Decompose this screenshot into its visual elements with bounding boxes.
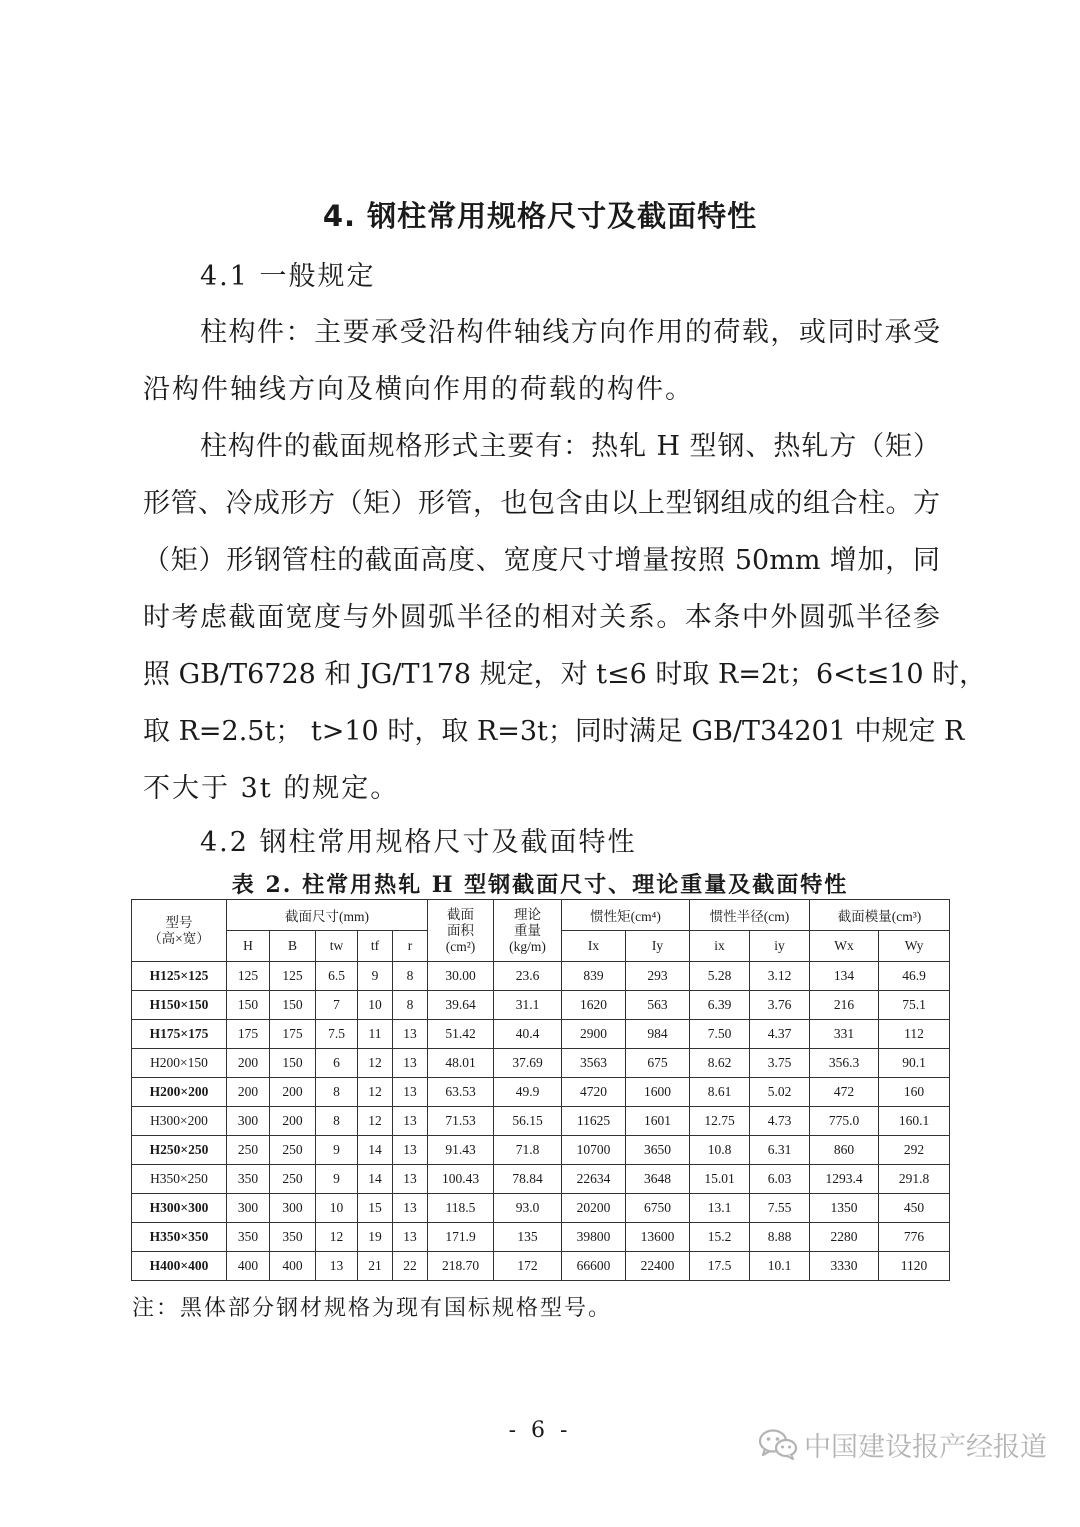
table-cell: 20200: [562, 1194, 626, 1223]
table-cell: 22400: [626, 1252, 690, 1281]
table-row: [132, 991, 950, 1020]
table-row: [132, 1136, 950, 1165]
table-cell: 7.50: [690, 1020, 750, 1049]
subheader-tf: tf: [358, 931, 393, 962]
table-row: [132, 1252, 950, 1281]
table-cell: 8.62: [690, 1049, 750, 1078]
watermark: [758, 1424, 1047, 1464]
table-cell: 6.39: [690, 991, 750, 1020]
header-weight-line: 重量: [514, 922, 541, 938]
table-cell: 22634: [562, 1165, 626, 1194]
table-cell: 48.01: [428, 1049, 494, 1078]
table-cell: 200: [227, 1049, 270, 1078]
table-cell: 8: [316, 1078, 358, 1107]
table-cell: 8.88: [750, 1223, 810, 1252]
table-caption: 表 2. 柱常用热轧 H 型钢截面尺寸、理论重量及截面特性: [231, 872, 849, 898]
table-cell: 3330: [810, 1252, 879, 1281]
table-cell: 4.73: [750, 1107, 810, 1136]
table-cell: 1620: [562, 991, 626, 1020]
table-cell: 8.61: [690, 1078, 750, 1107]
table-cell: 15: [358, 1194, 393, 1223]
subheader-iy-upper: Iy: [626, 931, 690, 962]
table-cell: 12: [358, 1049, 393, 1078]
table-cell: 5.28: [690, 962, 750, 991]
header-weight-line: (kg/m): [509, 938, 546, 954]
header-weight-line: 理论: [514, 906, 541, 922]
cell-model: H350×250: [132, 1165, 227, 1194]
table-cell: 12.75: [690, 1107, 750, 1136]
table-cell: 300: [227, 1194, 270, 1223]
table-cell: 9: [316, 1165, 358, 1194]
table-cell: 6.03: [750, 1165, 810, 1194]
table-cell: 3.12: [750, 962, 810, 991]
paragraph-line: （矩）形钢管柱的截面高度、宽度尺寸增量按照 50mm 增加，同: [143, 545, 940, 576]
header-model-line: 型号: [165, 914, 193, 930]
table-cell: 13: [316, 1252, 358, 1281]
table-cell: 37.69: [494, 1049, 562, 1078]
watermark-text: 中国建设报产经报道: [804, 1431, 1047, 1463]
table-cell: 150: [270, 991, 316, 1020]
table-cell: 90.1: [879, 1049, 950, 1078]
table-cell: 291.8: [879, 1165, 950, 1194]
table-cell: 2280: [810, 1223, 879, 1252]
subheader-wy: Wy: [879, 931, 950, 962]
table-cell: 39.64: [428, 991, 494, 1020]
cell-model: H175×175: [132, 1020, 227, 1049]
table-cell: 134: [810, 962, 879, 991]
table-cell: 14: [358, 1136, 393, 1165]
table-cell: 1350: [810, 1194, 879, 1223]
header-area-line: 截面: [447, 906, 474, 922]
table-cell: 860: [810, 1136, 879, 1165]
table-cell: 39800: [562, 1223, 626, 1252]
table-cell: 19: [358, 1223, 393, 1252]
table-cell: 11625: [562, 1107, 626, 1136]
subheader-h: H: [227, 931, 270, 962]
header-modulus: 截面模量(cm³): [810, 900, 950, 931]
table-cell: 3648: [626, 1165, 690, 1194]
page-heading: 4. 钢柱常用规格尺寸及截面特性: [322, 199, 758, 233]
cell-model: H300×300: [132, 1194, 227, 1223]
table-cell: 218.70: [428, 1252, 494, 1281]
table-cell: 135: [494, 1223, 562, 1252]
table-cell: 31.1: [494, 991, 562, 1020]
table-cell: 13.1: [690, 1194, 750, 1223]
cell-model: H400×400: [132, 1252, 227, 1281]
table-cell: 7: [316, 991, 358, 1020]
table-cell: 8: [316, 1107, 358, 1136]
subheader-ix-upper: Ix: [562, 931, 626, 962]
table-cell: 200: [270, 1107, 316, 1136]
table-cell: 175: [270, 1020, 316, 1049]
table-cell: 14: [358, 1165, 393, 1194]
table-cell: 776: [879, 1223, 950, 1252]
table-cell: 160.1: [879, 1107, 950, 1136]
table-cell: 4.37: [750, 1020, 810, 1049]
section-heading-4-1: 4.1 一般规定: [200, 261, 376, 292]
subheader-wx: Wx: [810, 931, 879, 962]
table-cell: 71.53: [428, 1107, 494, 1136]
table-cell: 10.8: [690, 1136, 750, 1165]
table-cell: 4720: [562, 1078, 626, 1107]
table-cell: 1601: [626, 1107, 690, 1136]
table-cell: 46.9: [879, 962, 950, 991]
table-cell: 300: [270, 1194, 316, 1223]
table-cell: 3.76: [750, 991, 810, 1020]
table-cell: 150: [227, 991, 270, 1020]
cell-model: H250×250: [132, 1136, 227, 1165]
table-cell: 1600: [626, 1078, 690, 1107]
paragraph-line: 柱构件：主要承受沿构件轴线方向作用的荷载，或同时承受: [200, 317, 940, 348]
table-cell: 175: [227, 1020, 270, 1049]
table-cell: 91.43: [428, 1136, 494, 1165]
table-cell: 200: [270, 1078, 316, 1107]
table-cell: 6.31: [750, 1136, 810, 1165]
table-cell: 1293.4: [810, 1165, 879, 1194]
paragraph-line: 时考虑截面宽度与外圆弧半径的相对关系。本条中外圆弧半径参: [143, 602, 940, 633]
paragraph-line: 不大于 3t 的规定。: [143, 773, 400, 804]
header-area-line: 面积: [447, 922, 474, 938]
table-cell: 3.75: [750, 1049, 810, 1078]
subheader-r: r: [393, 931, 428, 962]
table-cell: 250: [227, 1136, 270, 1165]
table-cell: 7.5: [316, 1020, 358, 1049]
header-inertia: 惯性矩(cm⁴): [562, 900, 690, 931]
table-row: [132, 962, 950, 991]
cell-model: H200×150: [132, 1049, 227, 1078]
subheader-b: B: [270, 931, 316, 962]
table-cell: 350: [227, 1223, 270, 1252]
table-cell: 839: [562, 962, 626, 991]
table-cell: 8: [393, 962, 428, 991]
table-cell: 300: [227, 1107, 270, 1136]
table-cell: 10: [358, 991, 393, 1020]
section-heading-4-2: 4.2 钢柱常用规格尺寸及截面特性: [200, 827, 637, 858]
table-cell: 2900: [562, 1020, 626, 1049]
table-cell: 3563: [562, 1049, 626, 1078]
table-cell: 13: [393, 1223, 428, 1252]
table-cell: 6: [316, 1049, 358, 1078]
table-cell: 3650: [626, 1136, 690, 1165]
table-cell: 9: [316, 1136, 358, 1165]
table-cell: 23.6: [494, 962, 562, 991]
table-cell: 13: [393, 1020, 428, 1049]
table-cell: 6.5: [316, 962, 358, 991]
cell-model: H200×200: [132, 1078, 227, 1107]
table-cell: 400: [270, 1252, 316, 1281]
table-cell: 563: [626, 991, 690, 1020]
table-cell: 21: [358, 1252, 393, 1281]
table-cell: 12: [358, 1107, 393, 1136]
table-cell: 17.5: [690, 1252, 750, 1281]
table-cell: 984: [626, 1020, 690, 1049]
table-cell: 71.8: [494, 1136, 562, 1165]
table-cell: 331: [810, 1020, 879, 1049]
paragraph-line: 取 R=2.5t； t>10 时，取 R=3t；同时满足 GB/T34201 中规定 R: [143, 716, 965, 747]
table-cell: 12: [358, 1078, 393, 1107]
table-cell: 200: [227, 1078, 270, 1107]
table-row: [132, 1049, 950, 1078]
cell-model: H150×150: [132, 991, 227, 1020]
table-cell: 9: [358, 962, 393, 991]
table-cell: 160: [879, 1078, 950, 1107]
table-cell: 11: [358, 1020, 393, 1049]
table-cell: 5.02: [750, 1078, 810, 1107]
table-body: [132, 962, 950, 1281]
table-row: [132, 1165, 950, 1194]
table-cell: 250: [270, 1136, 316, 1165]
table-cell: 15.2: [690, 1223, 750, 1252]
subheader-ix: ix: [690, 931, 750, 962]
table-cell: 6750: [626, 1194, 690, 1223]
table-cell: 250: [270, 1165, 316, 1194]
table-cell: 216: [810, 991, 879, 1020]
table-cell: 13: [393, 1136, 428, 1165]
table-cell: 350: [227, 1165, 270, 1194]
table-row: [132, 1107, 950, 1136]
page-number: - 6 -: [508, 1418, 572, 1443]
table-cell: 22: [393, 1252, 428, 1281]
table-cell: 13600: [626, 1223, 690, 1252]
header-area-line: (cm²): [445, 938, 476, 954]
table-cell: 10: [316, 1194, 358, 1223]
table-cell: 40.4: [494, 1020, 562, 1049]
paragraph-line: 沿构件轴线方向及横向作用的荷载的构件。: [143, 374, 694, 405]
table-cell: 15.01: [690, 1165, 750, 1194]
table-cell: 13: [393, 1078, 428, 1107]
table-cell: 118.5: [428, 1194, 494, 1223]
table-cell: 10.1: [750, 1252, 810, 1281]
header-area: [428, 900, 494, 962]
table-cell: 12: [316, 1223, 358, 1252]
table-cell: 172: [494, 1252, 562, 1281]
header-model-line: （高×宽）: [148, 930, 210, 946]
header-section-dims: 截面尺寸(mm): [227, 900, 428, 931]
table-cell: 93.0: [494, 1194, 562, 1223]
header-model: [132, 900, 227, 962]
table-row: [132, 1194, 950, 1223]
table-cell: 472: [810, 1078, 879, 1107]
table-cell: 350: [270, 1223, 316, 1252]
table-cell: 7.55: [750, 1194, 810, 1223]
table-cell: 1120: [879, 1252, 950, 1281]
table-cell: 56.15: [494, 1107, 562, 1136]
table-cell: 293: [626, 962, 690, 991]
subheader-tw: tw: [316, 931, 358, 962]
table-cell: 13: [393, 1049, 428, 1078]
table-cell: 75.1: [879, 991, 950, 1020]
paragraph-line: 形管、冷成形方（矩）形管，也包含由以上型钢组成的组合柱。方: [143, 488, 940, 519]
wechat-icon: [758, 1428, 798, 1460]
table-cell: 450: [879, 1194, 950, 1223]
table-cell: 292: [879, 1136, 950, 1165]
header-weight: [494, 900, 562, 962]
table-cell: 125: [227, 962, 270, 991]
header-radius: 惯性半径(cm): [690, 900, 810, 931]
table-cell: 63.53: [428, 1078, 494, 1107]
table-row: [132, 1020, 950, 1049]
table-cell: 171.9: [428, 1223, 494, 1252]
table-cell: 51.42: [428, 1020, 494, 1049]
table-cell: 100.43: [428, 1165, 494, 1194]
table-cell: 49.9: [494, 1078, 562, 1107]
table-cell: 13: [393, 1194, 428, 1223]
table-cell: 78.84: [494, 1165, 562, 1194]
cell-model: H125×125: [132, 962, 227, 991]
table-cell: 13: [393, 1107, 428, 1136]
table-cell: 356.3: [810, 1049, 879, 1078]
paragraph-line: 柱构件的截面规格形式主要有：热轧 H 型钢、热轧方（矩）: [200, 431, 940, 462]
cell-model: H350×350: [132, 1223, 227, 1252]
table-cell: 13: [393, 1165, 428, 1194]
table-cell: 10700: [562, 1136, 626, 1165]
table-cell: 125: [270, 962, 316, 991]
paragraph-line: 照 GB/T6728 和 JG/T178 规定，对 t≤6 时取 R=2t；6<t≤10 时，: [143, 659, 987, 690]
h-steel-spec-table: [131, 899, 950, 1281]
table-cell: 8: [393, 991, 428, 1020]
table-row: [132, 1078, 950, 1107]
table-cell: 150: [270, 1049, 316, 1078]
table-cell: 400: [227, 1252, 270, 1281]
cell-model: H300×200: [132, 1107, 227, 1136]
table-cell: 775.0: [810, 1107, 879, 1136]
table-note: 注：黑体部分钢材规格为现有国标规格型号。: [132, 1296, 613, 1321]
table-cell: 112: [879, 1020, 950, 1049]
subheader-iy: iy: [750, 931, 810, 962]
table-row: [132, 1223, 950, 1252]
table-cell: 675: [626, 1049, 690, 1078]
table-cell: 66600: [562, 1252, 626, 1281]
table-cell: 30.00: [428, 962, 494, 991]
